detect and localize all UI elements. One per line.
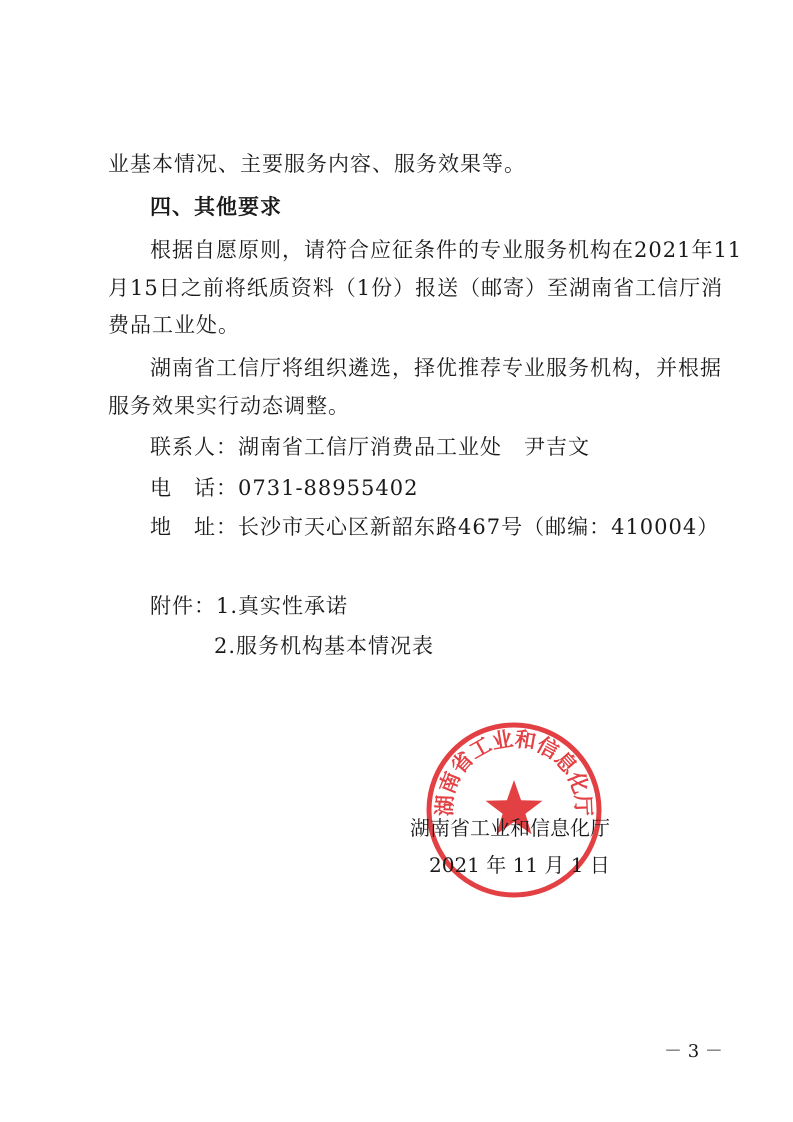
body-line-6: 湖南省工信厅将组织遴选，择优推荐专业服务机构，并根据: [150, 356, 722, 380]
contact-person: 联系人：湖南省工信厅消费品工业处 尹吉文: [150, 435, 590, 459]
body-line-7: 服务效果实行动态调整。: [108, 394, 350, 418]
body-line-5: 费品工业处。: [108, 313, 240, 337]
attachment-line-2: 2.服务机构基本情况表: [214, 634, 435, 658]
signature-org: 湖南省工业和信息化厅: [410, 816, 610, 840]
section-heading: 四、其他要求: [150, 195, 282, 219]
page-number: － 3 －: [664, 1041, 723, 1062]
body-line-1: 业基本情况、主要服务内容、服务效果等。: [108, 152, 526, 176]
contact-address: 地 址：长沙市天心区新韶东路467号（邮编：410004）: [150, 515, 720, 539]
signature-date: 2021 年 11 月 1 日: [429, 853, 610, 877]
contact-phone: 电 话：0731-88955402: [150, 476, 419, 500]
attachment-line-1: 附件：1.真实性承诺: [150, 594, 349, 618]
seal-text-path: 湖南省工业和信息化厅: [432, 726, 596, 817]
body-line-4: 月15日之前将纸质资料（1份）报送（邮寄）至湖南省工信厅消: [108, 276, 724, 300]
body-line-3: 根据自愿原则，请符合应征条件的专业服务机构在2021年11: [150, 238, 743, 262]
